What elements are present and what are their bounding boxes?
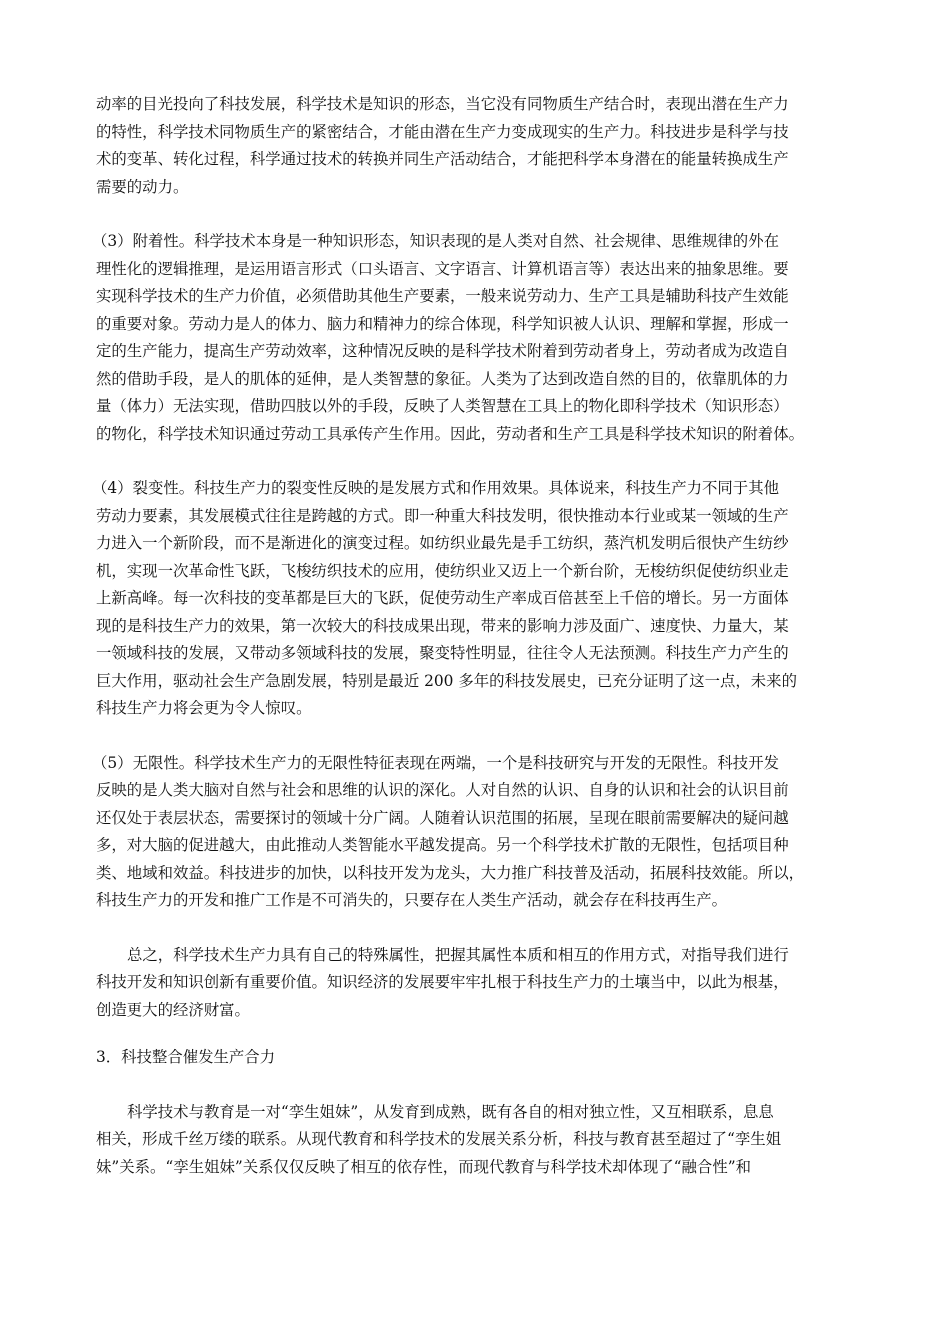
paragraph-attachment-property: （3）附着性。科学技术本身是一种知识形态，知识表现的是人类对自然、社会规律、思维规律的外在 理性化的逻辑推理，是运用语言形式（口头语言、文字语言、计算机语言等）表达出来的抽象思维。要 实现科学技术的生产力价值，必须借助其他生产要素，一般来说劳动力、生产工具是辅助科技产生效能 的重要对象。劳动力是人的体力、脑力和精神力的综合体现，科学知识被人认识、理解和掌握，形成一 定的生产能力，提高生产劳动效率，这种情况反映的是科学技术附着到劳动者身上，劳动者成为改造自 然的借助手段，是人的肌体的延伸，是人类智慧的象征。人类为了达到改造自然的目的，依靠肌体的力 量（体力）无法实现，借助四肢以外的手段，反映了人类智慧在工具上的物化即科学技术（知识形态） 的物化，科学技术知识通过劳动工具承传产生作用。因此，劳动者和生产工具是科学技术知识的附着体。 — [92, 232, 804, 443]
section-heading-3: 3．科技整合催发生产合力 — [96, 1048, 276, 1066]
paragraph-education-technology: 科学技术与教育是一对“孪生姐妹”，从发育到成熟，既有各自的相对独立性，又互相联系，息息 相关，形成千丝万缕的联系。从现代教育和科学技术的发展关系分析，科技与教育甚至超过了“孪生姐 妹”关系。“孪生姐妹”关系仅仅反映了相互的依存性，而现代教育与科学技术却体现了“融合性”和 — [96, 1102, 782, 1176]
paragraph-infinity-property: （5）无限性。科学技术生产力的无限性特征表现在两端，一个是科技研究与开发的无限性。科技开发 反映的是人类大脑对自然与社会和思维的认识的深化。人对自然的认识、自身的认识和社会的认识目前 还仅处于表层状态，需要探讨的领域十分广阔。人随着认识范围的拓展，呈现在眼前需要解决的疑问越 多，对大脑的促进越大，由此推动人类智能水平越发提高。另一个科学技术扩散的无限性，包括项目种 类、地域和效益。科技进步的加快，以科技开发为龙头，大力推广科技普及活动，拓展科技效能。所以， 科技生产力的开发和推广工作是不可消失的，只要存在人类生产活动，就会存在科技再生产。 — [92, 753, 804, 909]
document-body — [92, 91, 858, 1208]
paragraph-productivity-potential: 动率的目光投向了科技发展，科学技术是知识的形态，当它没有同物质生产结合时，表现出潜在生产力 的特性，科学技术同物质生产的紧密结合，才能由潜在生产力变成现实的生产力。科技进步是科学与技 术的变革、转化过程，科学通过技术的转换并同生产活动结合，才能把科学本身潜在的能量转换成生产 需要的动力。 — [96, 95, 789, 196]
paragraph-fission-property: （4）裂变性。科技生产力的裂变性反映的是发展方式和作用效果。具体说来，科技生产力不同于其他 劳动力要素，其发展模式往往是跨越的方式。即一种重大科技发明，很快推动本行业或某一领域的生产 力进入一个新阶段，而不是渐进化的演变过程。如纺织业最先是手工纺织，蒸汽机发明后很快产生纺纱 机，实现一次革命性飞跃，飞梭纺织技术的应用，使纺织业又迈上一个新台阶，无梭纺织促使纺织业走 上新高峰。每一次科技的变革都是巨大的飞跃，促使劳动生产率成百倍甚至上千倍的增长。另一方面体 现的是科技生产力的效果，第一次较大的科技成果出现，带来的影响力涉及面广、速度快、力量大，某 一领域科技的发展，又带动多领域科技的发展，聚变特性明显，往往令人无法预测。科技生产力产生的 巨大作用，驱动社会生产急剧发展，特别是最近 200 多年的科技发展史，已充分证明了这一点，未来的 科技生产力将会更为令人惊叹。 — [92, 479, 797, 717]
paragraph-summary: 总之，科学技术生产力具有自己的特殊属性，把握其属性本质和相互的作用方式，对指导我们进行 科技开发和知识创新有重要价值。知识经济的发展要牢牢扎根于科技生产力的土壤当中，以此为根基， 创造更大的经济财富。 — [96, 945, 789, 1019]
